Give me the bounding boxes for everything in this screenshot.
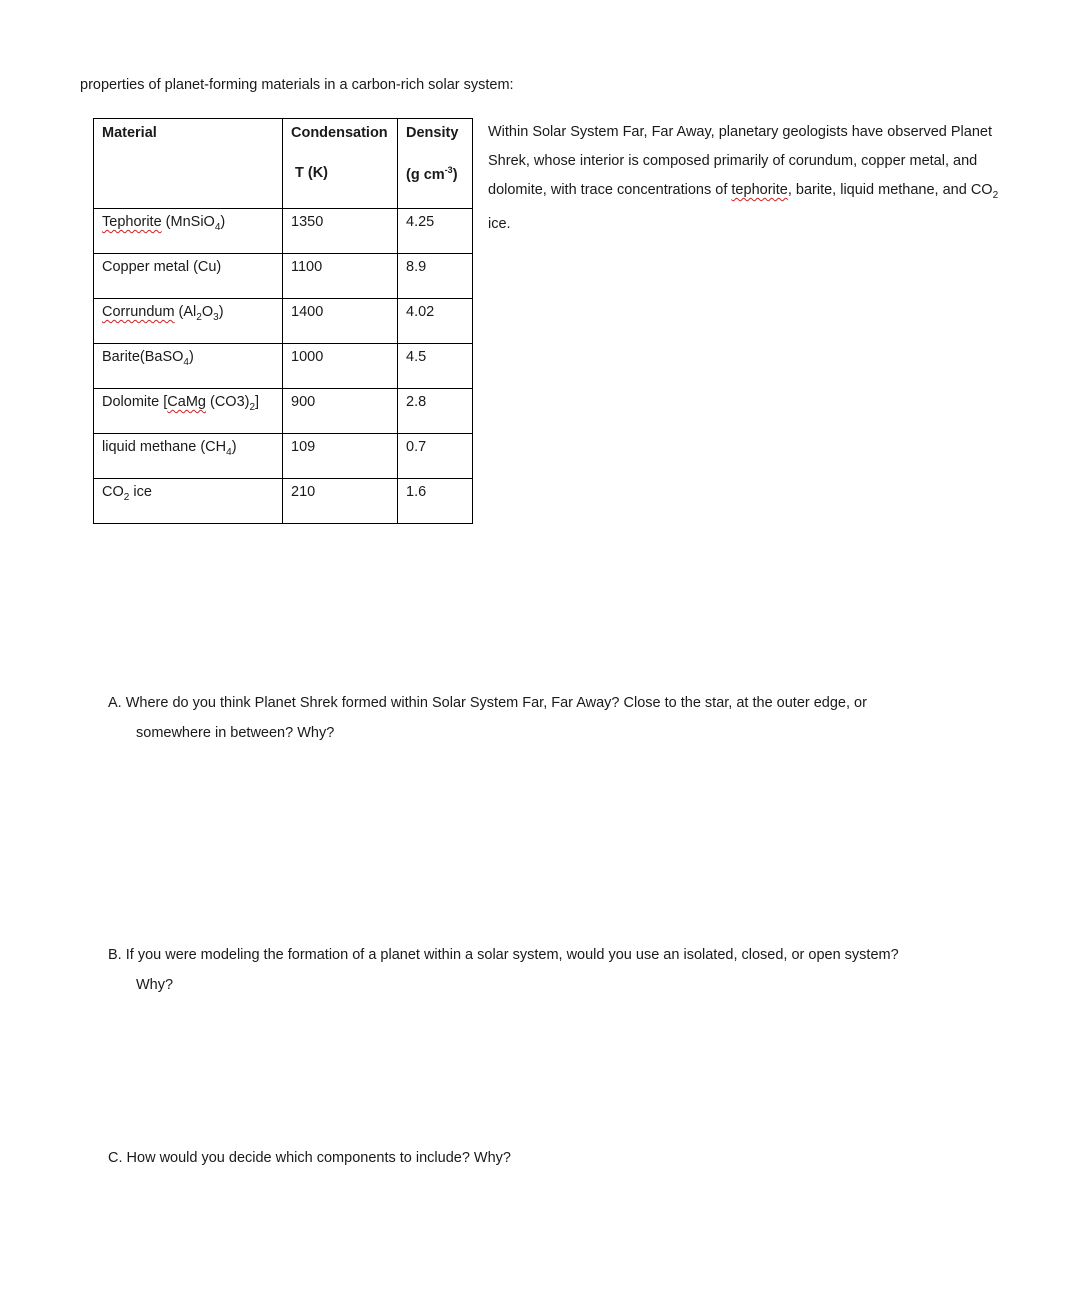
header-density: Density (g $cm^{-3}$)	[398, 119, 473, 209]
description-paragraph: Within Solar System Far, Far Away, planetary geologists have observed Planet Shrek, whose interior is composed primarily of corundum, copper metal, and dolomite, with trace concentrations of tephorite, barite, liquid methane, and $CO_2$ ice.	[488, 124, 999, 232]
density-cell: 2.8	[398, 389, 473, 434]
material-cell: Barite(BaSO$_4$)	[94, 344, 283, 389]
question-c: C. How would you decide which components to include? Why?	[108, 1150, 511, 1166]
material-cell: Corrundum $(Al_2O_3)$	[94, 299, 283, 344]
table-row	[94, 344, 473, 389]
density-cell: 1.6	[398, 479, 473, 524]
temp-cell: 1000	[283, 344, 398, 389]
table-row	[94, 434, 473, 479]
material-cell: Tephorite (MnSiO$_4$)	[94, 209, 283, 254]
question-a: A. Where do you think Planet Shrek formed within Solar System Far, Far Away? Close to the star, at the outer edge, or somewhere in between? Why?	[108, 695, 867, 741]
table-header-row	[94, 119, 473, 209]
temp-cell: 1350	[283, 209, 398, 254]
material-cell: Copper metal (Cu)	[94, 254, 283, 299]
material-cell: $CO_2$ ice	[94, 479, 283, 524]
header-condensation-temp: Condensation T (K)	[283, 119, 398, 209]
table-row	[94, 479, 473, 524]
material-cell: liquid methane $(CH_4)$	[94, 434, 283, 479]
material-cell: Dolomite [CaMg $(CO3)_2$]	[94, 389, 283, 434]
density-cell: 4.02	[398, 299, 473, 344]
temp-cell: 210	[283, 479, 398, 524]
table-row	[94, 299, 473, 344]
materials-table	[93, 118, 473, 524]
density-unit: (g $cm^{-3}$)	[406, 165, 458, 183]
density-cell: 0.7	[398, 434, 473, 479]
table-row	[94, 389, 473, 434]
temp-cell: 900	[283, 389, 398, 434]
density-cell: 4.25	[398, 209, 473, 254]
question-b: B. If you were modeling the formation of a planet within a solar system, would you use an isolated, closed, or open system? Why?	[108, 947, 899, 993]
intro-text: properties of planet-forming materials in a carbon-rich solar system:	[80, 77, 514, 93]
density-cell: 4.5	[398, 344, 473, 389]
temp-cell: 1400	[283, 299, 398, 344]
temp-cell: 109	[283, 434, 398, 479]
header-material: Material	[94, 119, 283, 209]
density-cell: 8.9	[398, 254, 473, 299]
table-row	[94, 209, 473, 254]
table-row	[94, 254, 473, 299]
temp-cell: 1100	[283, 254, 398, 299]
